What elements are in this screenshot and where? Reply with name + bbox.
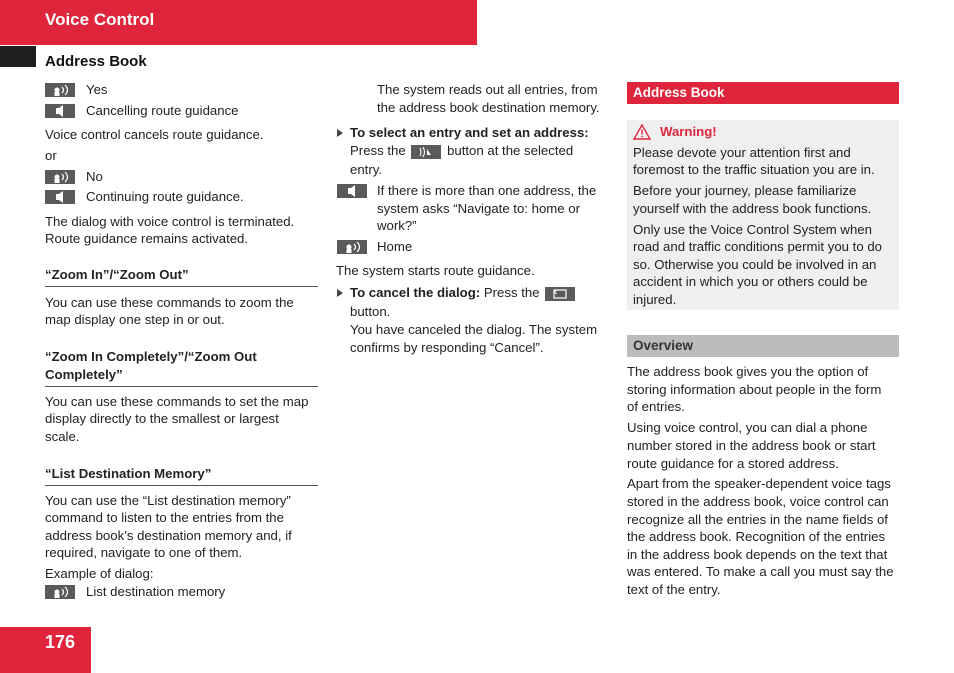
address-book-bar-title: Address Book	[633, 85, 725, 100]
step-arrow-icon	[337, 289, 343, 297]
terminated-line-1: The dialog with voice control is terminated.	[45, 214, 295, 229]
press-talk-line	[350, 142, 573, 160]
button-word: button.	[350, 304, 391, 319]
zoom-heading: “Zoom In”/“Zoom Out”	[45, 266, 318, 287]
overview-3-line-7: text of the entry.	[627, 582, 721, 597]
page-number: 176	[45, 632, 76, 652]
overview-3-line-4: the address book. Recognition of the entries	[627, 529, 886, 544]
address-book-bar	[627, 82, 899, 104]
zoom-completely-line-2: display directly to the smallest or largest	[45, 411, 279, 426]
system-speaks-icon	[337, 184, 367, 198]
or-text: or	[45, 148, 57, 163]
warning-title: Warning!	[660, 124, 717, 139]
step-arrow-icon	[337, 129, 343, 137]
section-tab-marker	[0, 46, 36, 67]
overview-1-line-3: of entries.	[627, 399, 685, 414]
dialog-cancelling: Cancelling route guidance	[86, 103, 239, 118]
dialog-no: No	[86, 169, 103, 184]
select-entry-heading: To select an entry and set an address:	[350, 125, 589, 140]
cancel-press-text: Press the	[483, 285, 540, 300]
zoom-completely-heading-1: “Zoom In Completely”/“Zoom Out	[45, 349, 257, 364]
overview-3-line-2: stored in the address book, voice control can	[627, 494, 889, 509]
chapter-title: Voice Control	[45, 10, 155, 29]
overview-3-line-6: was entered. To make a call you must say the	[627, 564, 894, 579]
zoom-line-1: You can use these commands to zoom the	[45, 295, 294, 310]
reads-line-1: The system reads out all entries, from	[377, 82, 598, 97]
list-line-2: command to listen to the entries from the	[45, 510, 284, 525]
example-label: Example of dialog:	[45, 566, 154, 581]
starts-text: The system starts route guidance.	[336, 263, 535, 278]
overview-2-line-3: route guidance for a stored address.	[627, 456, 839, 471]
zoom-line-2: map display one step in or out.	[45, 312, 225, 327]
list-line-3: address book’s destination memory and, if	[45, 528, 292, 543]
dialog-list-destination: List destination memory	[86, 584, 226, 599]
user-speaks-icon	[45, 83, 75, 97]
back-button-icon	[545, 287, 575, 301]
list-destination-heading: “List Destination Memory”	[45, 465, 318, 486]
overview-bar	[627, 335, 899, 357]
warning-3-line-1: Only use the Voice Control System when	[633, 222, 872, 237]
warning-3-line-5: injured.	[633, 292, 677, 307]
dialog-yes: Yes	[86, 82, 108, 97]
entry-text: entry.	[350, 162, 383, 177]
warning-3-line-2: road and traffic conditions permit you to do	[633, 239, 882, 254]
zoom-completely-line-3: scale.	[45, 429, 80, 444]
cancels-text: Voice control cancels route guidance.	[45, 127, 264, 142]
overview-3-line-3: recognize all the entries in the name fields of	[627, 512, 888, 527]
warning-triangle-icon	[633, 124, 651, 145]
list-line-4: required, navigate to one of them.	[45, 545, 243, 560]
list-line-1: You can use the “List destination memory”	[45, 493, 291, 508]
overview-3-line-5: in the address book depends on the text that	[627, 547, 888, 562]
user-speaks-icon	[45, 170, 75, 184]
reads-line-2: the address book destination memory.	[377, 100, 600, 115]
section-title: Address Book	[45, 53, 147, 70]
overview-bar-title: Overview	[633, 338, 694, 353]
canceled-line-2: confirms by responding “Cancel”.	[350, 340, 544, 355]
cancel-dialog-heading: To cancel the dialog:	[350, 285, 481, 300]
overview-2-line-2: number stored in the address book or start	[627, 438, 876, 453]
press-the-text: Press the	[350, 143, 406, 158]
warning-1-line-2: foremost to the traffic situation you are in.	[633, 162, 875, 177]
warning-1-line-1: Please devote your attention first and	[633, 145, 851, 160]
terminated-line-2: Route guidance remains activated.	[45, 231, 249, 246]
overview-3-line-1: Apart from the speaker-dependent voice tags	[627, 476, 891, 491]
warning-2-line-2: yourself with the address book functions.	[633, 201, 872, 216]
system-speaks-icon	[45, 190, 75, 204]
zoom-completely-line-1: You can use these commands to set the map	[45, 394, 309, 409]
overview-1-line-1: The address book gives you the option of	[627, 364, 869, 379]
button-at-selected-text: button at the selected	[447, 143, 574, 158]
dialog-continuing: Continuing route guidance.	[86, 189, 244, 204]
warning-3-line-3: so. Otherwise you could be involved in an	[633, 257, 877, 272]
canceled-line-1: You have canceled the dialog. The system	[350, 322, 598, 337]
more-line-1: If there is more than one address, the	[377, 183, 597, 198]
talk-button-icon	[411, 145, 441, 159]
overview-1-line-2: storing information about people in the form	[627, 382, 882, 397]
more-line-2: system asks “Navigate to: home or	[377, 201, 581, 216]
user-speaks-icon	[337, 240, 367, 254]
more-line-3: work?”	[377, 218, 417, 233]
cancel-dialog-line	[350, 284, 577, 302]
warning-3-line-4: accident in which you or others could be	[633, 274, 868, 289]
zoom-completely-heading-2: Completely”	[45, 366, 318, 387]
dialog-home: Home	[377, 239, 413, 254]
warning-2-line-1: Before your journey, please familiarize	[633, 183, 857, 198]
system-speaks-icon	[45, 104, 75, 118]
overview-2-line-1: Using voice control, you can dial a phone	[627, 420, 868, 435]
user-speaks-icon	[45, 585, 75, 599]
